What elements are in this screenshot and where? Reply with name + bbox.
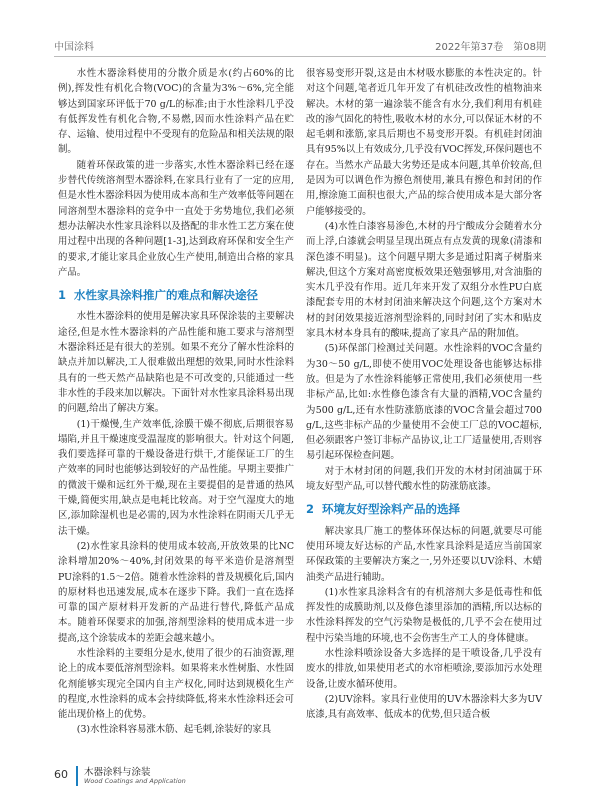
paragraph: (3)水性涂料容易涨木筋、起毛刺,涂装好的家具: [76, 724, 272, 736]
issue-info: 2022年第37卷 第08期: [435, 42, 546, 53]
paragraph: (5)环保部门检测过关问题。水性涂料的VOC含量约为30～50 g/L,即使不使用VOC处理设备也能够达标排放。但是为了水性涂料能够正常使用,我们必须使用一些非标产品,比如:水性修色漆含有大量的酒精,VOC含量约为500 g/L,还有水性防涨筋底漆的VOC含量会超过700 g/L,这些非标产品的少量使用不会使工厂总的VOC超标,但必须跟客户签订非标产品协议,让工厂适量使用,否则容易引起环保检查问题。: [306, 343, 542, 462]
paragraph: 对于木材封闭的问题,我们开发的木材封闭油属于环境友好型产品,可以替代酸水性的防涨筋底漆。: [306, 465, 542, 493]
paragraph: 水性木器涂料的使用是解决家具环保涂装的主要解决途径,但是水性木器涂料的产品性能和施工要求与溶剂型木器涂料还是有很大的差别。如果不充分了解水性涂料的缺点并加以解决,工人很难做出理想的效果,同时水性涂料具有的一些天然产品缺陷也是不可改变的,只能通过一些非水性的手段来加以解决。下面针对水性家具涂料易出现的问题,给出了解决方案。: [58, 311, 294, 415]
paragraph: (1)水性家具涂料含有的有机溶剂大多是低毒性和低挥发性的成膜助剂,以及修色漆里添加的酒精,所以达标的水性涂料挥发的空气污染物是极低的,几乎不会在使用过程中污染当地的环境,也不会伤害生产工人的身体健康。: [306, 586, 542, 644]
section-title: 水性家具涂料推广的难点和解决途径: [74, 288, 259, 303]
footer-accent-bar: [76, 766, 78, 786]
page-number: 60: [54, 768, 68, 781]
section-title: 环境友好型涂料产品的选择: [322, 502, 461, 517]
paragraph: 解决家具厂施工的整体环保达标的问题,就要尽可能使用环境友好达标的产品,水性家具涂料是适应当前国家环保政策的主要解决方案之一,另外还要以UV涂料、木蜡油类产品进行辅助。: [306, 525, 542, 583]
paragraph: 随着环保政策的进一步落实,水性木器涂料已经在逐步替代传统溶剂型木器涂料,在家具行业有了一定的应用,但是水性木器涂料因为使用成本高和生产效率低等问题在同溶剂型木器涂料的竞争中一直处于劣势地位,我们必须想办法解决水性家具涂料以及搭配的非水性工艺方案在使用过程中出现的各种问题[1-3],达到政府环保和安全生产的要求,才能让家具企业放心生产使用,制造出合格的家具产品。: [58, 159, 294, 278]
section-heading-1: [58, 288, 294, 303]
section-heading-2: [306, 502, 542, 517]
journal-title-en: Wood Coatings and Application: [84, 777, 186, 785]
section-number: 1: [58, 288, 67, 303]
paragraph: (2)UV涂料。家具行业使用的UV木器涂料大多为UV底漆,具有高效率、低成本的优势,但只适合板: [306, 693, 542, 721]
left-column: [58, 66, 294, 738]
right-column: [306, 66, 542, 722]
journal-title-cn: 木器涂料与涂装: [84, 767, 151, 778]
paragraph: (4)水性白漆容易渗色,木材的丹宁酸成分会随着水分而上浮,白漆就会明显呈现出斑点有点发黄的现象(清漆和深色漆不明显)。这个问题早期大多是通过阳离子树脂来解决,但这个方案对高密度板效果还勉强够用,对含油脂的实木几乎没有作用。近几年来开发了双组分水性PU白底漆配套专用的木材封闭油来解决这个问题,这个方案对木材的封闭效果接近溶剂型涂料的,同时封闭了实木和贴皮家具木材本身具有的酸味,提高了家具产品的附加值。: [306, 220, 542, 340]
page-header: [54, 38, 546, 58]
section-number: 2: [306, 502, 315, 517]
paragraph: (2)水性家具涂料的使用成本较高,开放效果的比NC涂料增加20%～40%,封闭效果的每平米造价是溶剂型PU涂料的1.5～2倍。随着水性涂料的普及规模化后,国内的原材料也迅速发展,成本在逐步下降。我们一直在选择可靠的国产原材料开发新的产品进行替代,降低产品成本。随着环保要求的加强,溶剂型涂料的使用成本进一步提高,这个涂装成本的差距会越来越小。: [58, 540, 294, 644]
paragraph: 水性涂料的主要组分是水,使用了很少的石油资源,理论上的成本要低溶剂型涂料。如果将来水性树脂、水性固化剂能够实现完全国内自主产权化,同时达到规模化生产的程度,水性涂料的成本会持续降低,将来水性涂料还会可能出现价格上的优势。: [58, 647, 294, 721]
paragraph: 水性木器涂料使用的分散介质是水(约占60%的比例),挥发性有机化合物(VOC)的含量为3%～6%,完全能够达到国家环评低于70 g/L的标准;由于水性涂料几乎没有低挥发性有机化合物,不易燃,因而水性涂料产品在贮存、运输、使用过程中不受现有的危险品和相关法规的限制。: [58, 68, 294, 156]
header-divider: [54, 56, 546, 57]
page-footer: [54, 762, 354, 790]
paragraph: 水性涂料喷涂设备大多选择的是干喷设备,几乎没有废水的排放,如果使用老式的水帘柜喷涂,要添加污水处理设备,让废水循环使用。: [306, 647, 542, 690]
paragraph: 很容易变形开裂,这是由木材吸水膨胀的本性决定的。针对这个问题,笔者近几年开发了有机硅改改性的植物油来解决。木材的第一遍涂装不能含有水分,我们利用有机硅改的渗气固化的特性,吸收木材的水分,可以保证木材的不起毛刺和涨筋,家具后期也不易变形开裂。有机硅封闭油具有95%以上有效成分,几乎没有VOC挥发,环保问题也不存在。当然水产品最大劣势还是成本问题,其单价较高,但是因为可以调色作为擦色剂使用,兼具有擦色和封闭的作用,擦涂施工面积也很大,产品的综合使用成本是大部分客户能够接受的。: [306, 68, 542, 217]
journal-name: 中国涂料: [54, 42, 94, 53]
paragraph: (1)干燥慢,生产效率低,涂膜干燥不彻底,后期很容易塌陷,并且干燥速度受温湿度的影响很大。针对这个问题,我们要选择可靠的干燥设备进行烘干,才能保证工厂的生产效率的同时也能够达到较好的产品性能。早期主要推广的微波干燥和远红外干燥,现在主要提倡的是普通的热风干燥,简便实用,缺点是电耗比较高。对于空气湿度大的地区,添加除湿机也是必需的,因为水性涂料在阴雨天几乎无法干燥。: [58, 418, 294, 537]
